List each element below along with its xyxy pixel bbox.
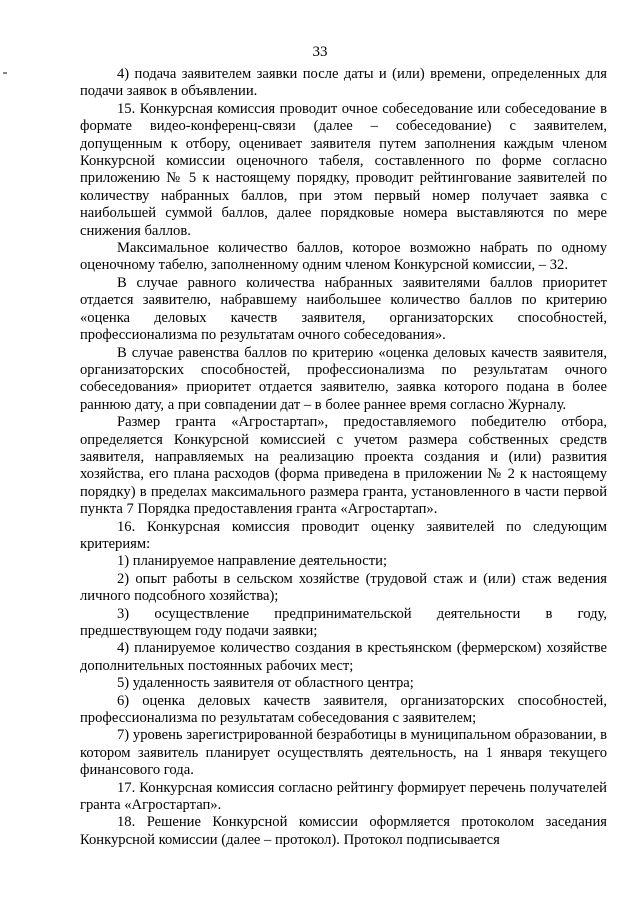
criterion-3: 3) осуществление предпринимательской деятельности в году, предшествующем году подачи заявки;	[80, 605, 607, 639]
page-number: 33	[312, 44, 328, 60]
paragraph-15-interview: 15. Конкурсная комиссия проводит очное собеседование или собеседование в формате видео-конференц-связи (далее – собеседование) с заявителем, допущенным к отбору, оценивает заявителя путем заполнения каждым членом Конкурсной комиссии оценочного табеля, составленного по форме согласно приложению № 5 к настоящему порядку, проводит рейтингование заявителей по количеству набранных баллов, при этом первый номер получает заявка с наибольшей суммой баллов, далее порядковые номера выставляются по мере снижения баллов.	[80, 100, 607, 239]
criterion-2: 2) опыт работы в сельском хозяйстве (трудовой стаж и (или) стаж ведения личного подсобного хозяйства);	[80, 570, 607, 605]
paragraph-equal-criterion-priority: В случае равенства баллов по критерию «оценка деловых качеств заявителя, организаторских способностей, профессионализма по результатам очного собеседования» приоритет отдается заявителю, заявка которого подана в более раннюю дату, а при совпадении дат – в более раннее время согласно Журналу.	[80, 344, 607, 413]
margin-mark	[3, 72, 7, 74]
document-body	[80, 66, 607, 849]
paragraph-16-criteria: 16. Конкурсная комиссия проводит оценку заявителей по следующим критериям:	[80, 518, 607, 552]
criterion-4: 4) планируемое количество создания в крестьянском (фермерском) хозяйстве дополнительных постоянных рабочих мест;	[80, 640, 607, 674]
paragraph-18-protocol: 18. Решение Конкурсной комиссии оформляется протоколом заседания Конкурсной комиссии (далее – протокол). Протокол подписывается	[80, 814, 607, 848]
paragraph-item-4-late-submission: 4) подача заявителем заявки после даты и (или) времени, определенных для подачи заявок в объявлении.	[80, 66, 607, 100]
paragraph-max-score: Максимальное количество баллов, которое возможно набрать по одному оценочному табелю, заполненному одним членом Конкурсной комиссии, – 32.	[80, 240, 607, 274]
criterion-6: 6) оценка деловых качеств заявителя, организаторских способностей, профессионализма по результатам собеседования с заявителем;	[80, 692, 607, 727]
paragraph-17-ranking: 17. Конкурсная комиссия согласно рейтингу формирует перечень получателей гранта «Агростартап».	[80, 779, 607, 814]
paragraph-equal-score-priority: В случае равного количества набранных заявителями баллов приоритет отдается заявителю, набравшему наибольшее количество баллов по критерию «оценка деловых качеств заявителя, организаторских способностей, профессионализма по результатам очного собеседования».	[80, 274, 607, 344]
criterion-7: 7) уровень зарегистрированной безработицы в муниципальном образовании, в котором заявитель планирует осуществлять деятельность, на 1 января текущего финансового года.	[80, 727, 607, 779]
paragraph-grant-size: Размер гранта «Агростартап», предоставляемого победителю отбора, определяется Конкурсной комиссией с учетом размера собственных средств заявителя, направляемых на реализацию проекта создания и (или) развития хозяйства, его плана расходов (форма приведена в приложении № 2 к настоящему порядку) в пределах максимального размера гранта, установленного в части первой пункта 7 Порядка предоставления гранта «Агростартап».	[80, 414, 607, 518]
criterion-1: 1) планируемое направление деятельности;	[117, 553, 387, 570]
criterion-5: 5) удаленность заявителя от областного центра;	[117, 675, 414, 692]
